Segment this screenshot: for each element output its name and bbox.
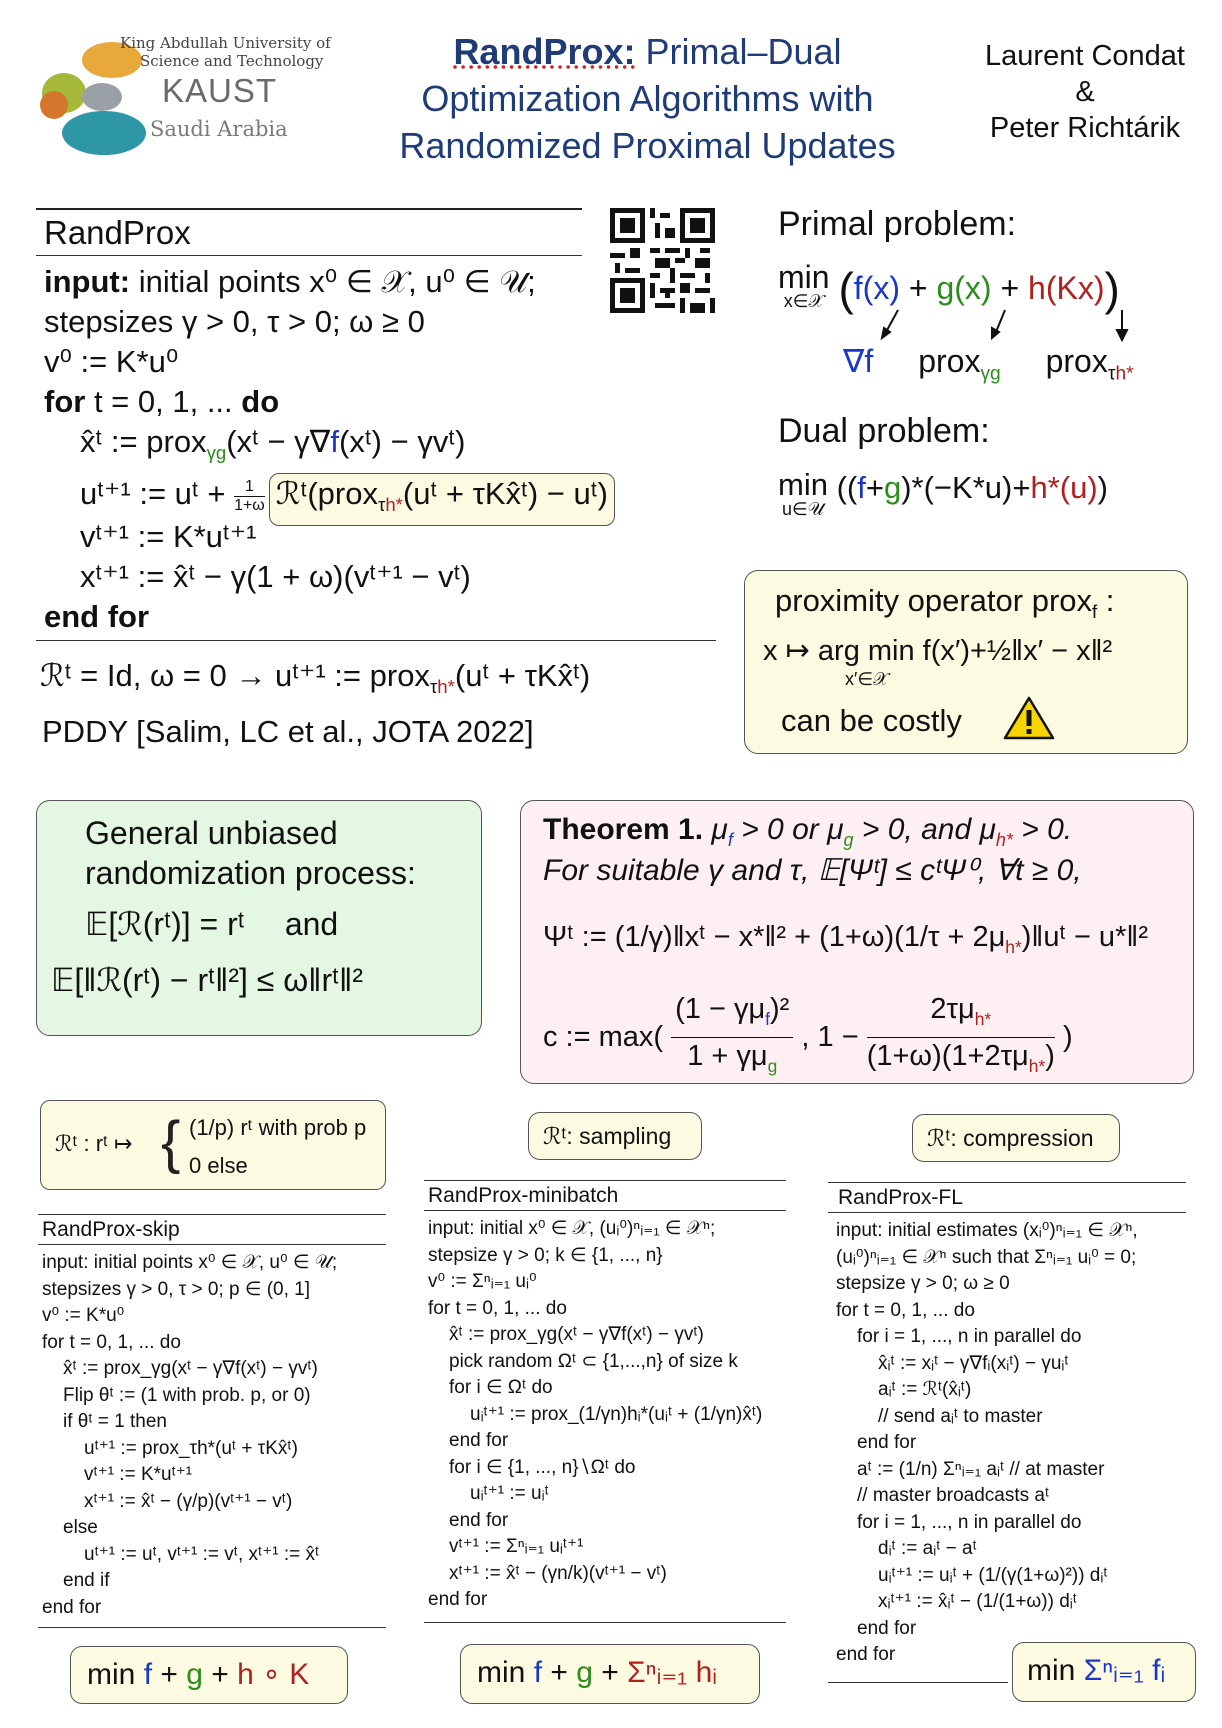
fl-heading: RandProx-FL [838, 1186, 963, 1209]
input-keyword: input: [44, 264, 131, 299]
algorithm-line: end for [857, 1617, 917, 1639]
kaust-name: KAUST [162, 72, 278, 109]
for-range: t = 0, 1, ... [85, 384, 242, 419]
algorithm-line: // send aᵢᵗ to master [878, 1405, 1043, 1427]
pddy-reference: PDDY [Salim, LC et al., JOTA 2022] [42, 714, 534, 749]
theorem-box [520, 800, 1194, 1084]
qr-code-icon [610, 208, 715, 313]
skip-problem-box [70, 1646, 348, 1704]
skip-algorithm [42, 1250, 337, 1621]
prox-title: proximity operator prox$_f$ : [775, 583, 1115, 623]
skip-case1: (1/p) rᵗ with prob p [189, 1115, 367, 1140]
algorithm-line: else [63, 1517, 98, 1538]
rate-constant: c := max( $(1 - \gamma\mu_f)^2$ $1 + \gamma\mu_g$ , 1 − $2\tau\mu_{h*}$ $(1+\omega)(1+2\tau\mu_{h*})$ ) [543, 993, 1073, 1076]
skip-rt-label: ℛᵗ : rᵗ ↦ [55, 1131, 133, 1156]
algorithm-line: xᵗ⁺¹ := x̂ᵗ − (γn/k)(vᵗ⁺¹ − vᵗ) [449, 1562, 667, 1584]
u-update-line: uᵗ⁺¹ := uᵗ + $\frac{1}{1+\omega}$ ℛᵗ(prox$_{\tau h*}$(uᵗ + τKx̂ᵗ) − uᵗ) [44, 473, 615, 517]
kaust-line1: King Abdullah University of [120, 34, 331, 52]
primal-title: Primal problem: [778, 205, 1017, 243]
fl-problem: min Σⁿᵢ₌₁ fᵢ [1027, 1654, 1166, 1687]
x-update-line: xᵗ⁺¹ := x̂ᵗ − γ(1 + ω)(vᵗ⁺¹ − vᵗ) [80, 559, 471, 595]
algorithm-line: for i ∈ {1, ..., n}∖Ωᵗ do [449, 1456, 636, 1478]
algorithm-line: x̂ᵢᵗ := xᵢᵗ − γ∇fᵢ(xᵢᵗ) − γuᵢᵗ [878, 1352, 1069, 1374]
skip-heading: RandProx-skip [42, 1218, 180, 1241]
algorithm-line: end for [42, 1596, 102, 1618]
minibatch-heading: RandProx-minibatch [428, 1184, 619, 1207]
algorithm-line: Flip θᵗ := (1 with prob. p, or 0) [63, 1384, 311, 1406]
brace-icon: { [161, 1110, 181, 1175]
algorithm-line: vᵗ⁺¹ := K*uᵗ⁺¹ [84, 1464, 193, 1485]
algorithm-line: end for [428, 1589, 488, 1610]
skip-reduction-box [40, 1100, 386, 1190]
reduction-box: ℛᵗ(prox$_{\tau h*}$(uᵗ + τKx̂ᵗ) − uᵗ) [269, 473, 615, 526]
primal-expression: min x∈𝒳 (f(x) + g(x) + h(Kx)) [778, 259, 1120, 315]
divider [828, 1682, 1008, 1683]
algorithm-line: // master broadcasts aᵗ [857, 1485, 1050, 1506]
algorithm-line: for t = 0, 1, ... do [428, 1297, 567, 1319]
author-2: Peter Richtárik [989, 112, 1181, 144]
authors [965, 38, 1205, 146]
algorithm-line: stepsize γ > 0; k ∈ {1, ..., n} [428, 1244, 663, 1266]
divider [828, 1182, 1186, 1183]
algorithm-line: v⁰ := Σⁿᵢ₌₁ uᵢ⁰ [428, 1271, 537, 1292]
sampling-box [528, 1112, 702, 1160]
dual-title: Dual problem: [778, 412, 990, 450]
algorithm-line: for i ∈ Ωᵗ do [449, 1377, 553, 1398]
author-amp: & [1075, 76, 1095, 108]
kaust-logo [32, 30, 332, 160]
minibatch-problem: min f + g + Σⁿᵢ₌₁ hᵢ [477, 1656, 718, 1689]
randprox-algorithm [44, 262, 615, 637]
warning-icon [1003, 695, 1055, 741]
do-keyword: do [241, 384, 280, 419]
randprox-heading: RandProx [44, 214, 191, 251]
minibatch-problem-box [460, 1644, 760, 1704]
divider [38, 1244, 386, 1245]
algorithm-line: uᵗ⁺¹ := prox_τh*(uᵗ + τKx̂ᵗ) [84, 1437, 298, 1459]
prox-map: x ↦ arg min f(x′)+½‖x′ − x‖² [763, 635, 1113, 667]
algorithm-line: end if [63, 1570, 110, 1591]
divider [36, 255, 582, 256]
title-rest: Primal–Dual [635, 31, 842, 72]
unbiased-expectation: 𝔼[ℛ(rᵗ)] = rᵗ and [85, 906, 339, 942]
compression-box [912, 1114, 1120, 1162]
for-keyword: for [44, 384, 86, 419]
algorithm-line: v⁰ := K*u⁰ [42, 1305, 125, 1326]
algorithm-line: dᵢᵗ := aᵢᵗ − aᵗ [878, 1538, 977, 1559]
algorithm-line: vᵗ⁺¹ := Σⁿᵢ₌₁ uᵢᵗ⁺¹ [449, 1536, 584, 1557]
algorithm-line: xᵗ⁺¹ := x̂ᵗ − (γ/p)(vᵗ⁺¹ − vᵗ) [84, 1490, 293, 1512]
algorithm-line: for i = 1, ..., n in parallel do [857, 1511, 1082, 1533]
dual-expression: min u∈𝒰 ((f+g)*(−K*u)+h*(u)) [778, 467, 1108, 519]
algorithm-line: input: initial estimates (xᵢ⁰)ⁿᵢ₌₁ ∈ 𝒳ⁿ, [836, 1220, 1138, 1241]
algorithm-line: input: initial points x⁰ ∈ 𝒳, u⁰ ∈ 𝒰; [42, 1252, 338, 1273]
fl-problem-box [1012, 1642, 1196, 1702]
compression-label: ℛᵗ: compression [927, 1125, 1094, 1151]
title-line3: Randomized Proximal Updates [399, 125, 896, 166]
algorithm-line: uᵗ⁺¹ := uᵗ, vᵗ⁺¹ := vᵗ, xᵗ⁺¹ := x̂ᵗ [84, 1543, 320, 1565]
author-1: Laurent Condat [985, 40, 1185, 72]
unbiased-randomization-box [36, 800, 482, 1036]
algorithm-line: end for [857, 1432, 917, 1453]
algorithm-line: uᵢᵗ⁺¹ := uᵢᵗ [470, 1483, 549, 1504]
primal-operators: ∇f prox$_{\gamma g}$ prox$_{\tau h*}$ [843, 343, 1134, 385]
divider [36, 640, 716, 641]
costly-text: can be costly [781, 703, 962, 738]
title-main: RandProx: [453, 31, 636, 72]
xhat-line: x̂ᵗ := prox$_{\gamma g}$(xᵗ − γ∇f(xᵗ) − γvᵗ) [80, 424, 466, 464]
title-line2: Optimization Algorithms with [421, 78, 874, 119]
divider [36, 208, 582, 210]
prox-map-under: x′∈𝒳 [845, 669, 889, 689]
stepsizes-line: stepsizes γ > 0, τ > 0; ω ≥ 0 [44, 304, 425, 339]
divider [38, 1627, 386, 1628]
algorithm-line: x̂ᵗ := prox_γg(xᵗ − γ∇f(xᵗ) − γvᵗ) [449, 1324, 704, 1345]
algorithm-line: stepsizes γ > 0, τ > 0; p ∈ (0, 1] [42, 1278, 311, 1300]
algorithm-line: stepsize γ > 0; ω ≥ 0 [836, 1273, 1010, 1294]
unbiased-line1: General unbiased [85, 815, 338, 851]
algorithm-line: end for [449, 1430, 509, 1451]
algorithm-line: for i = 1, ..., n in parallel do [857, 1326, 1082, 1347]
lyapunov-function: Ψᵗ := (1/γ)‖xᵗ − x*‖² + $(1+\omega)(1/\tau + 2\mu_{h*})‖uᵗ$ − u*‖² [543, 921, 1148, 957]
theorem-statement: For suitable γ and τ, 𝔼[Ψᵗ] ≤ cᵗΨ⁰, ∀t ≥ 0, [543, 854, 1082, 887]
algorithm-line: end for [836, 1644, 896, 1665]
unbiased-variance: 𝔼[‖ℛ(rᵗ) − rᵗ‖²] ≤ ω‖rᵗ‖² [51, 962, 364, 998]
algorithm-line: end for [449, 1509, 509, 1531]
algorithm-line: uᵢᵗ⁺¹ := prox_(1/γn)hᵢ*(uᵢᵗ + (1/γn)x̂ᵗ) [470, 1403, 763, 1425]
divider [828, 1212, 1186, 1213]
mapping-arrows-icon [870, 306, 1140, 342]
prox-operator-box [744, 570, 1188, 754]
divider [424, 1210, 786, 1211]
kaust-line2: Science and Technology [140, 52, 324, 70]
algorithm-line: if θᵗ = 1 then [63, 1411, 167, 1432]
skip-problem: min f + g + h ∘ K [87, 1658, 310, 1691]
algorithm-line: aᵗ := (1/n) Σⁿᵢ₌₁ aᵢᵗ // at master [857, 1458, 1105, 1480]
kaust-country: Saudi Arabia [150, 117, 288, 141]
algorithm-line: (uᵢ⁰)ⁿᵢ₌₁ ∈ 𝒳ⁿ such that Σⁿᵢ₌₁ uᵢ⁰ = 0; [836, 1246, 1137, 1268]
skip-case2: 0 else [189, 1153, 248, 1178]
unbiased-line2: randomization process: [85, 855, 416, 891]
algorithm-line: input: initial x⁰ ∈ 𝒳, (uᵢ⁰)ⁿᵢ₌₁ ∈ 𝒳ⁿ; [428, 1218, 716, 1239]
algorithm-line: for t = 0, 1, ... do [42, 1331, 181, 1353]
poster-title [355, 28, 940, 169]
divider [424, 1622, 786, 1623]
algorithm-line: uᵢᵗ⁺¹ := uᵢᵗ + (1/(γ(1+ω)²)) dᵢᵗ [878, 1564, 1108, 1586]
minibatch-algorithm [428, 1216, 762, 1614]
divider [424, 1180, 786, 1181]
endfor-keyword: end for [44, 599, 150, 635]
theorem-condition: Theorem 1. $\mu_f > 0$ or $\mu_g > 0$, and $\mu_{h*} > 0$. [543, 813, 1073, 850]
algorithm-line: aᵢᵗ := ℛᵗ(x̂ᵢᵗ) [878, 1379, 972, 1400]
algorithm-line: pick random Ωᵗ ⊂ {1,...,n} of size k [449, 1350, 738, 1372]
algorithm-line: xᵢᵗ⁺¹ := x̂ᵢᵗ − (1/(1+ω)) dᵢᵗ [878, 1591, 1077, 1612]
divider [38, 1214, 386, 1215]
fl-algorithm [836, 1218, 1138, 1669]
sampling-label: ℛᵗ: sampling [543, 1123, 672, 1149]
special-case-line: ℛᵗ = Id, ω = 0 → uᵗ⁺¹ := prox$_{\tau h*}$(uᵗ + τKx̂ᵗ) [40, 658, 591, 698]
v-update-line: vᵗ⁺¹ := K*uᵗ⁺¹ [80, 519, 257, 555]
algorithm-line: for t = 0, 1, ... do [836, 1299, 975, 1321]
input-text: initial points x⁰ ∈ 𝒳, u⁰ ∈ 𝒰; [130, 264, 536, 299]
v0-line: v⁰ := K*u⁰ [44, 344, 179, 379]
algorithm-line: x̂ᵗ := prox_γg(xᵗ − γ∇f(xᵗ) − γvᵗ) [63, 1358, 318, 1379]
